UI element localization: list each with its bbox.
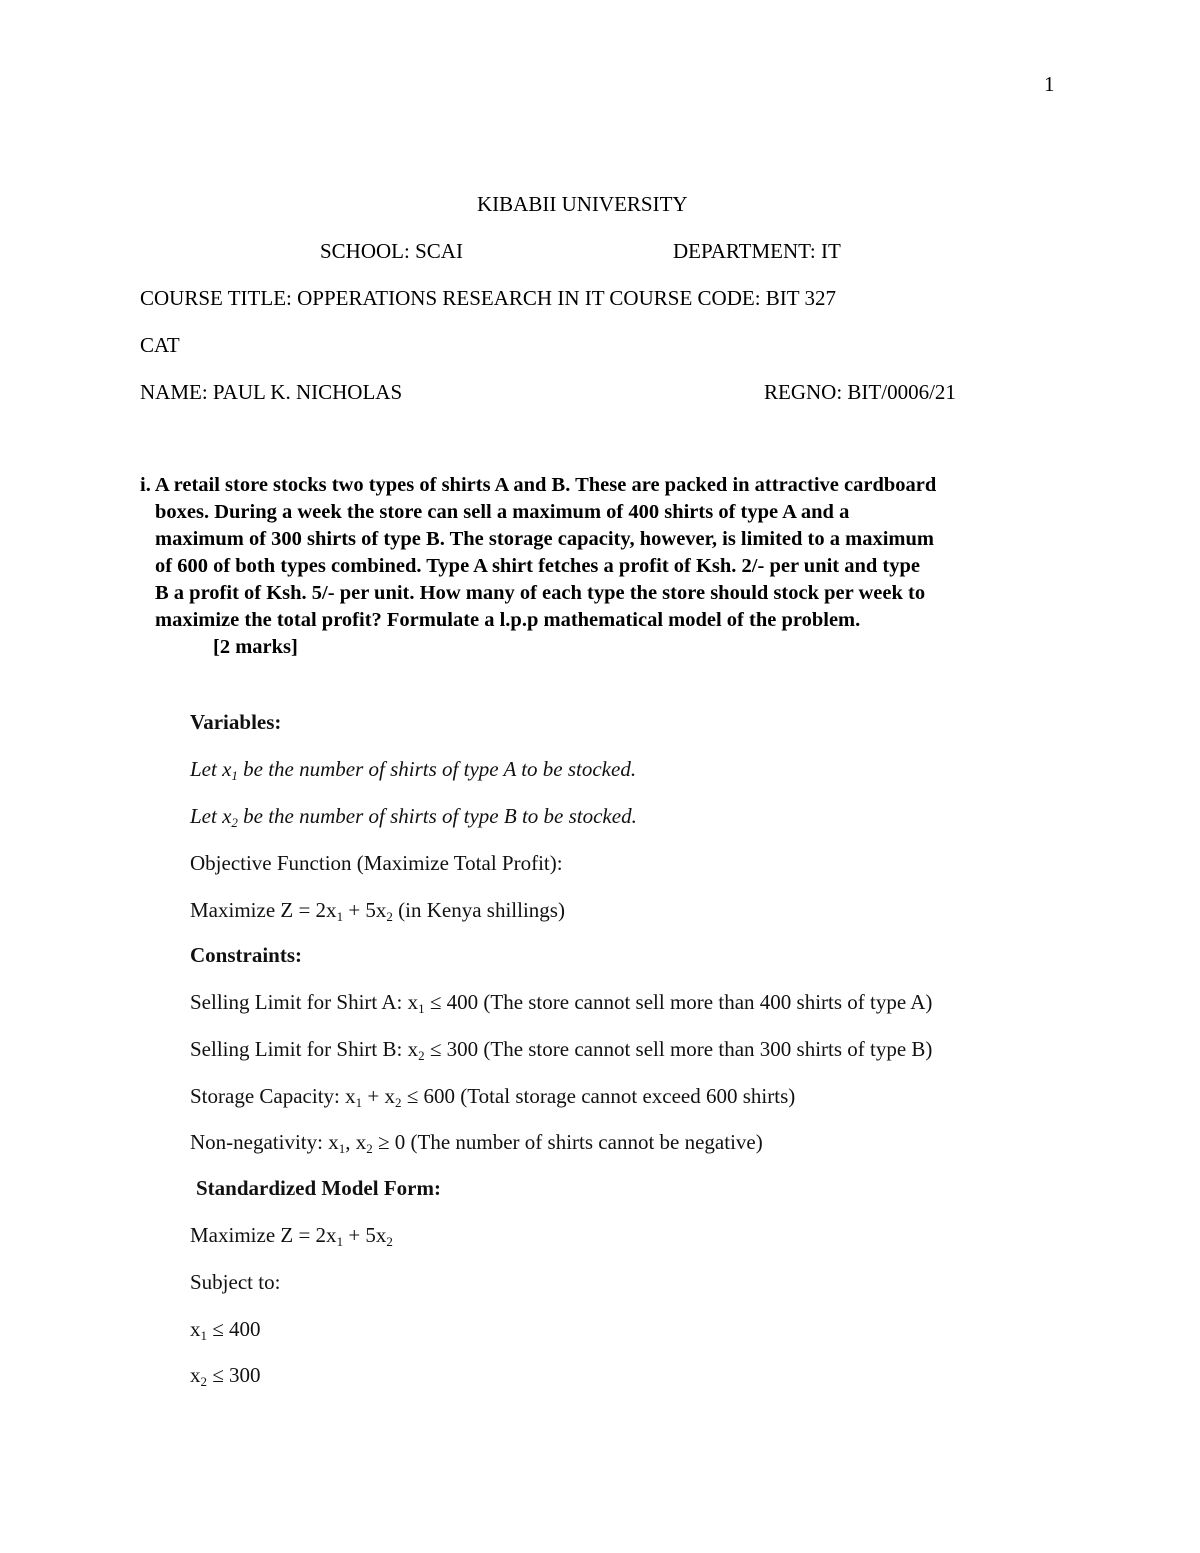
variable-x1: Let $x_1$ be the number of shirts of type A to be stocked. bbox=[190, 757, 637, 783]
subject-to-label: Subject to: bbox=[190, 1270, 281, 1294]
variable-x2: Let $x_2$ be the number of shirts of type B to be stocked. bbox=[190, 804, 637, 830]
constraint-nonnegativity: Non-negativity: $x_1$, $x_2 \ge 0$ (The number of shirts cannot be negative) bbox=[190, 1130, 763, 1156]
department-label: DEPARTMENT: IT bbox=[673, 239, 841, 263]
question-line: i. A retail store stocks two types of shirts A and B. These are packed in attractive cardboard bbox=[140, 474, 937, 496]
student-name: NAME: PAUL K. NICHOLAS bbox=[140, 380, 403, 404]
standard-objective: Maximize $Z = 2x_1 + 5x_2$ bbox=[190, 1223, 393, 1249]
question-line: maximum of 300 shirts of type B. The storage capacity, however, is limited to a maximum bbox=[155, 528, 934, 550]
standard-constraint-x2: $x_2 \le 300$ bbox=[190, 1363, 261, 1389]
variables-heading: Variables: bbox=[190, 710, 282, 734]
assessment-label: CAT bbox=[140, 333, 180, 357]
constraint-storage: Storage Capacity: $x_1 + x_2 \le 600$ (Total storage cannot exceed 600 shirts) bbox=[190, 1084, 796, 1110]
standard-constraint-x1: $x_1 \le 400$ bbox=[190, 1317, 261, 1343]
objective-heading: Objective Function (Maximize Total Profit): bbox=[190, 851, 563, 875]
question-line: of 600 of both types combined. Type A shirt fetches a profit of Ksh. 2/- per unit and type bbox=[155, 555, 920, 577]
university-title: KIBABII UNIVERSITY bbox=[477, 192, 688, 216]
question-marks: [2 marks] bbox=[213, 636, 298, 658]
standard-form-heading: Standardized Model Form: bbox=[196, 1176, 441, 1200]
school-label: SCHOOL: SCAI bbox=[320, 239, 463, 263]
constraint-shirt-b: Selling Limit for Shirt B: $x_2 \le 300$ (The store cannot sell more than 300 shirts of type B) bbox=[190, 1037, 933, 1063]
objective-function: Maximize $Z = 2x_1 + 5x_2$ (in Kenya shillings) bbox=[190, 898, 565, 924]
course-line: COURSE TITLE: OPPERATIONS RESEARCH IN IT COURSE CODE: BIT 327 bbox=[140, 286, 836, 310]
constraints-heading: Constraints: bbox=[190, 943, 303, 967]
question-block bbox=[140, 472, 1070, 661]
constraint-shirt-a: Selling Limit for Shirt A: $x_1 \le 400$ (The store cannot sell more than 400 shirts of type A) bbox=[190, 990, 933, 1016]
question-line: maximize the total profit? Formulate a l.p.p mathematical model of the problem. bbox=[155, 609, 861, 631]
registration-number: REGNO: BIT/0006/21 bbox=[764, 380, 956, 404]
page-number: 1 bbox=[1044, 72, 1055, 96]
question-line: B a profit of Ksh. 5/- per unit. How many of each type the store should stock per week to bbox=[155, 582, 926, 604]
question-line: boxes. During a week the store can sell a maximum of 400 shirts of type A and a bbox=[155, 501, 850, 523]
